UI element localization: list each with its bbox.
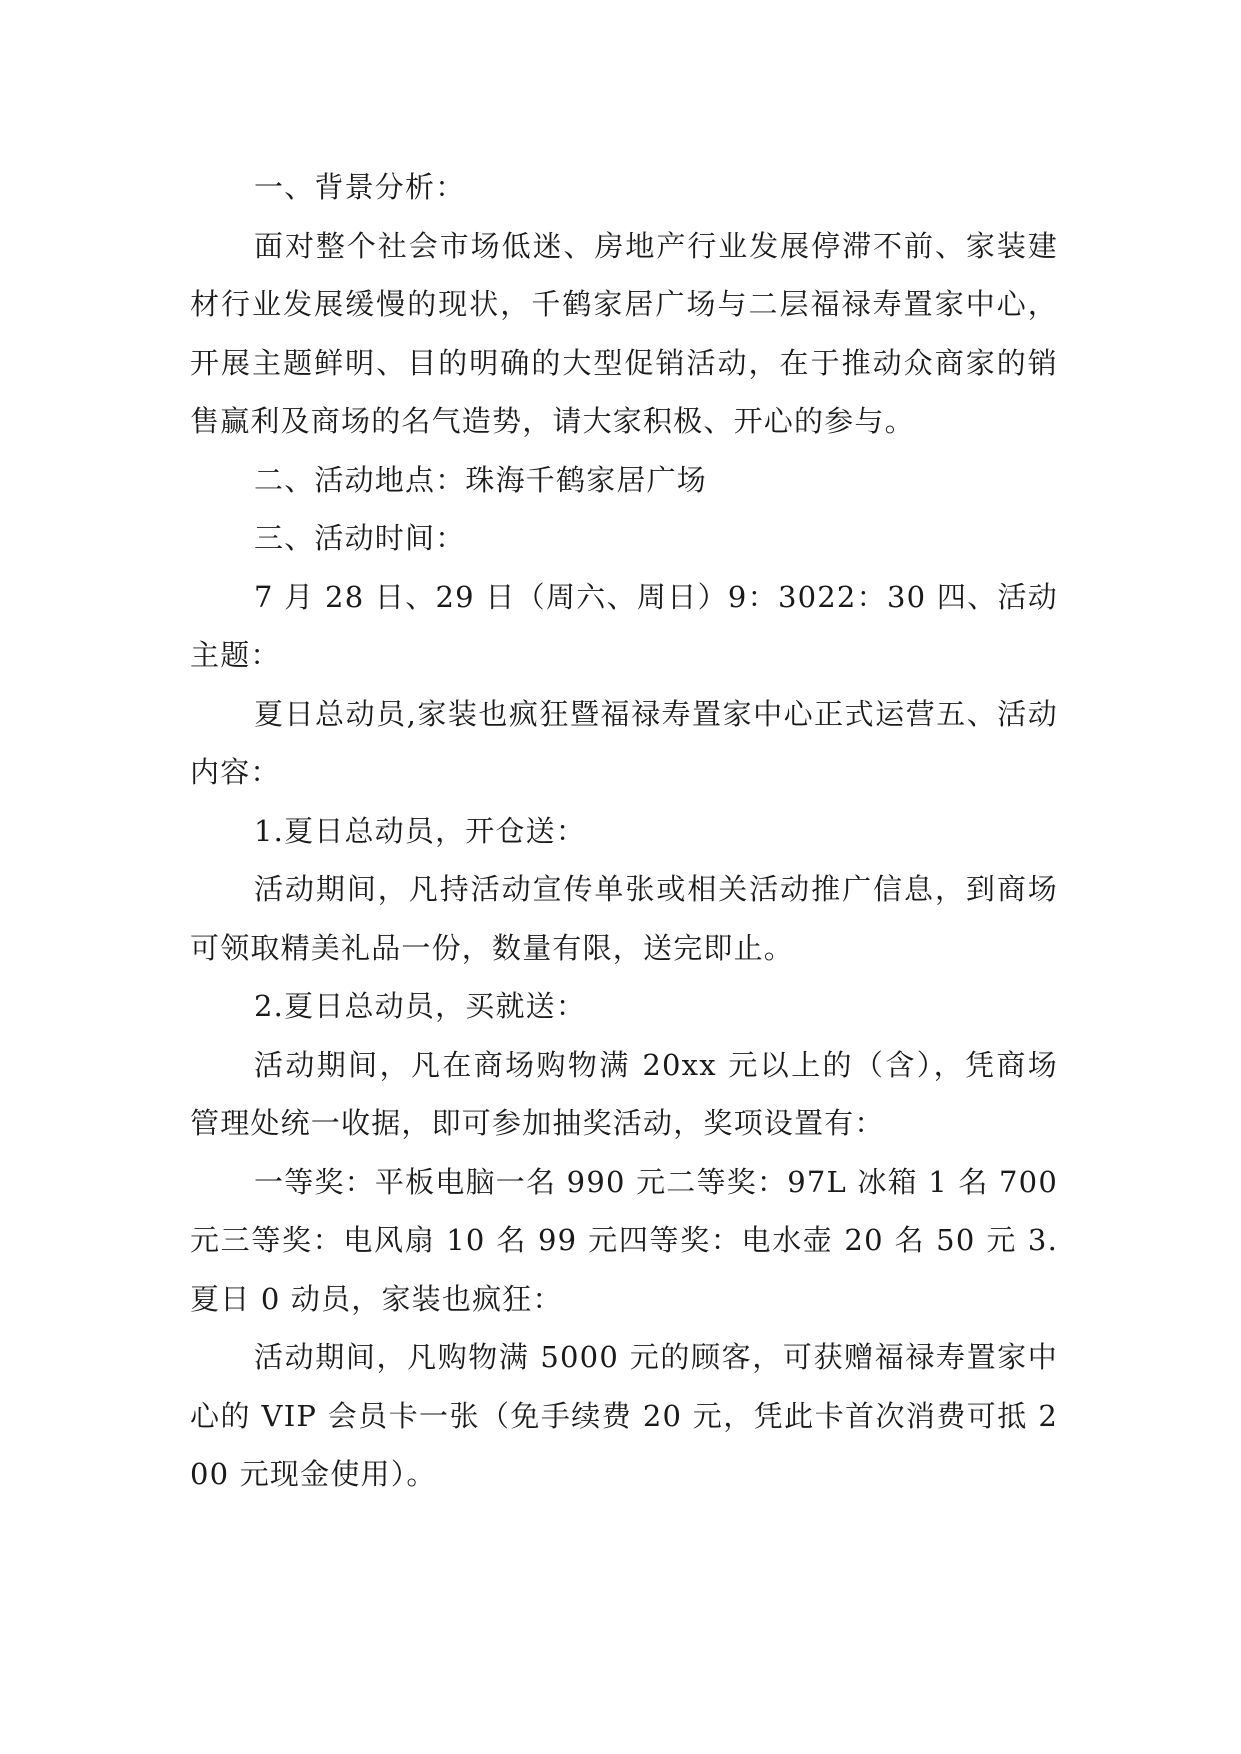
paragraph-item-1: 活动期间，凡持活动宣传单张或相关活动推广信息，到商场可领取精美礼品一份，数量有限，送完即止。 bbox=[190, 872, 1058, 965]
heading-time: 三、活动时间： bbox=[254, 521, 466, 555]
paragraph-item-3: 活动期间，凡购物满 5000 元的顾客，可获赠福禄寿置家中心的 VIP 会员卡一张（免手续费 20 元，凭此卡首次消费可抵 200 元现金使用）。 bbox=[190, 1340, 1058, 1491]
paragraph-item-2: 活动期间，凡在商场购物满 20xx 元以上的（含），凭商场管理处统一收据，即可参加抽奖活动，奖项设置有： bbox=[190, 1047, 1058, 1140]
heading-location: 二、活动地点：珠海千鹤家居广场 bbox=[254, 462, 708, 497]
heading-item-2: 2.夏日总动员，买就送： bbox=[254, 989, 587, 1023]
paragraph-prizes: 一等奖：平板电脑一名 990 元二等奖：97L 冰箱 1 名 700 元三等奖：电风扇 10 名 99 元四等奖：电水壶 20 名 50 元 3.夏日 0 动员，家装也疯狂： bbox=[190, 1164, 1069, 1316]
heading-background: 一、背景分析： bbox=[254, 170, 466, 204]
paragraph-background: 面对整个社会市场低迷、房地产行业发展停滞不前、家装建材行业发展缓慢的现状，千鹤家居广场与二层福禄寿置家中心，开展主题鲜明、目的明确的大型促销活动，在于推动众商家的销售赢利及商场的名气造势，请大家积极、开心的参与。 bbox=[190, 228, 1058, 438]
paragraph-theme: 夏日总动员,家装也疯狂暨福禄寿置家中心正式运营五、活动内容： bbox=[190, 696, 1058, 789]
paragraph-time: 7 月 28 日、29 日（周六、周日）9：3022：30 四、活动主题： bbox=[190, 579, 1058, 672]
document-body bbox=[190, 158, 1069, 1504]
heading-item-1: 1.夏日总动员，开仓送： bbox=[254, 813, 587, 848]
